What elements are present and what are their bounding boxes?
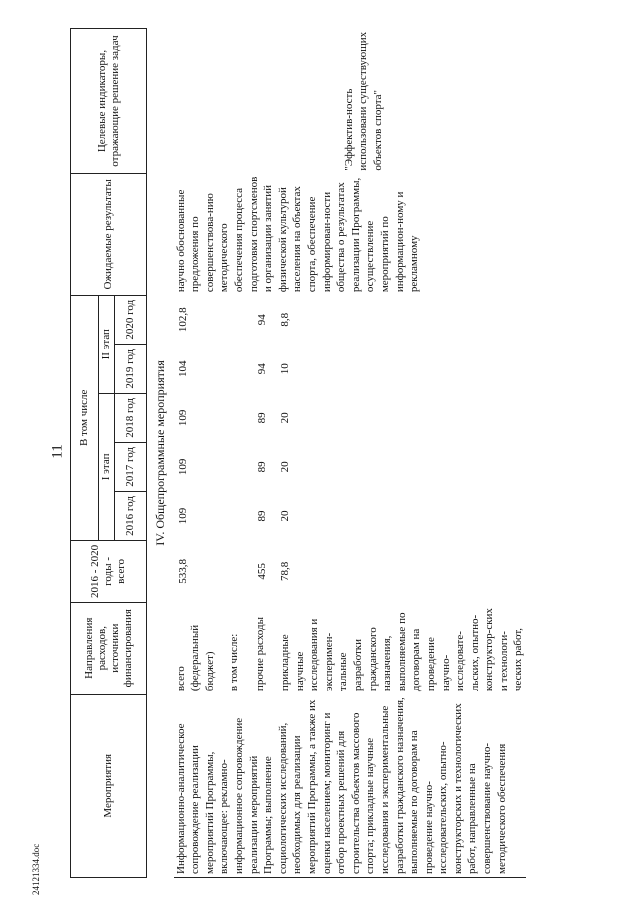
header-year-2017: 2017 год bbox=[115, 442, 147, 491]
value-2019-other: 94 bbox=[256, 363, 269, 375]
footer-file-code: 24121334.doc bbox=[31, 843, 41, 895]
value-2018-research: 20 bbox=[278, 412, 291, 424]
value-2020-other: 94 bbox=[256, 314, 269, 326]
source-other-expenses: прочие расходы bbox=[254, 617, 267, 692]
header-in-total: В том числе bbox=[71, 295, 99, 540]
value-2019-research: 10 bbox=[278, 363, 291, 375]
value-2017-other: 89 bbox=[256, 461, 269, 473]
expected-results: научно обоснованные предложения по совершенствова-нию методического обеспечения процесса подготовки спортсменов и организации занятий физической культурой населения на объектах спорта, обеспечение информирован-ности общества о результатах реализации Программы, осуществление мероприятий по информацион-ному и рекламному bbox=[174, 176, 421, 293]
header-total: 2016 - 2020 годы - всего bbox=[71, 540, 147, 602]
header-indicators: Целевые индикаторы, отражающие решение задач bbox=[71, 29, 147, 174]
value-2017-all: 109 bbox=[176, 458, 189, 476]
source-including: в том числе: bbox=[228, 633, 241, 692]
value-2016-other: 89 bbox=[256, 510, 269, 522]
value-total-other: 455 bbox=[256, 563, 269, 580]
header-activities: Мероприятия bbox=[71, 694, 147, 877]
header-year-2016: 2016 год bbox=[115, 491, 147, 540]
value-2020-research: 8,8 bbox=[278, 312, 291, 327]
value-2019-all: 104 bbox=[176, 360, 189, 378]
activity-description: Информационно-аналитическое сопровождение реализации мероприятий Программы, включающее: рекламно-информационное сопровождение реализации мероприятий Программы; выполнение социологических исследований, необходимых для реализации мероприятий Программы, а также их оценки населением; мониторинг и отбор проектных решений для строительства объектов массового спорта; прикладные научные исследования и экспериментальные разработки гражданского назначения, выполняемые по договорам на проведение научно-исследовательских, опытно-конструкторских и технологических работ, направленные на совершенствование научно-методического обеспечения bbox=[174, 694, 526, 877]
header-stage2: II этап bbox=[99, 295, 115, 393]
program-activities-table bbox=[70, 28, 526, 878]
section-title: IV. Общепрограммные мероприятия bbox=[153, 360, 167, 546]
target-indicators: "Эффектив-ность использовани существующих объектов спорта" bbox=[342, 31, 384, 171]
header-year-2019: 2019 год bbox=[115, 344, 147, 393]
value-2020-all: 102,8 bbox=[176, 307, 189, 333]
source-total: всего (федеральный бюджет) bbox=[174, 624, 216, 692]
value-2018-all: 109 bbox=[176, 409, 189, 427]
header-year-2020: 2020 год bbox=[115, 295, 147, 344]
source-applied-research: прикладные научные исследования и эксперимен-тальные разработки гражданского назначения, выполняемые по договорам на проведение научно-исследовате-льских, опытно-конструктор-ских и технологи-ческих работ, bbox=[278, 608, 525, 692]
value-2018-other: 89 bbox=[256, 412, 269, 424]
header-directions: Направления расходов, источники финансирования bbox=[71, 602, 147, 694]
header-results: Ожидаемые результаты bbox=[71, 174, 147, 296]
value-2016-all: 109 bbox=[176, 507, 189, 525]
rotated-table-stage bbox=[70, 28, 610, 878]
header-year-2018: 2018 год bbox=[115, 393, 147, 442]
value-total-research: 78,8 bbox=[278, 561, 291, 582]
value-2016-research: 20 bbox=[278, 510, 291, 522]
header-stage1: I этап bbox=[99, 393, 115, 540]
value-2017-research: 20 bbox=[278, 461, 291, 473]
value-total-all: 533,8 bbox=[176, 559, 189, 584]
page-number: 11 bbox=[49, 444, 66, 459]
